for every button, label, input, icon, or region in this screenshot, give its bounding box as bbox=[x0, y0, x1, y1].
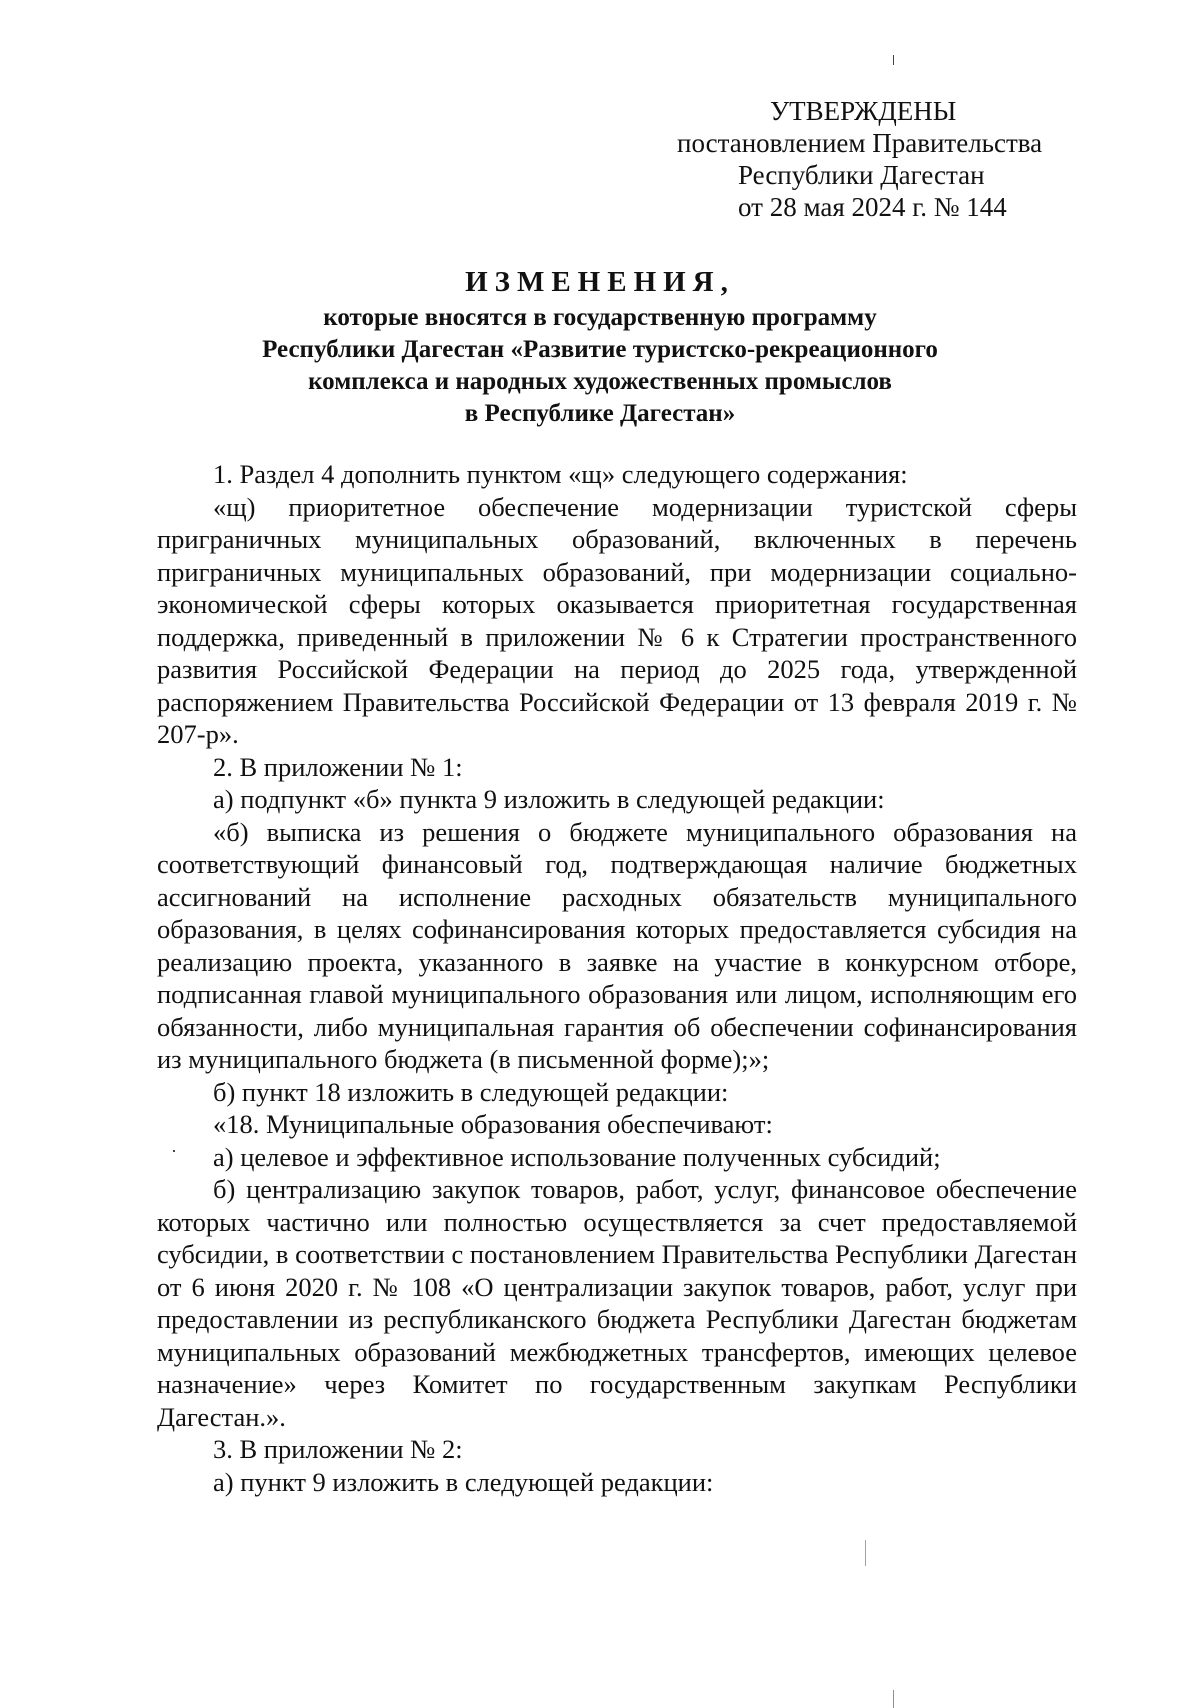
paragraph-item-18: «18. Муниципальные образования обеспечивают: bbox=[213, 1109, 773, 1139]
document-subtitle-line: Республики Дагестан «Развитие туристско-рекреационного bbox=[262, 336, 938, 363]
paragraph-item-3a: а) пункт 9 изложить в следующей редакции: bbox=[213, 1466, 714, 1497]
paragraph-item-1: 1. Раздел 4 дополнить пунктом «щ» следующего содержания: bbox=[213, 459, 908, 489]
paragraph-item-3: 3. В приложении № 2: bbox=[213, 1434, 463, 1464]
approval-title: УТВЕРЖДЕНЫ bbox=[770, 96, 957, 126]
paragraph-item-1-text: «щ) приоритетное обеспечение модернизации туристской сферы приграничных муниципальных образований, включенных в перечень приграничных муниципальных образований, при модернизации социально-экономической сферы которых оказывается приоритетная государственная поддержка, приведенный в приложении № 6 к Стратегии пространственного развития Российской Федерации на период до 2025 года, утвержденной распоряжением Правительства Российской Федерации от 13 февраля 2019 г. № 207-р». bbox=[157, 491, 1077, 749]
document-subtitle-line: которые вносятся в государственную программу bbox=[323, 304, 877, 331]
scan-artifact bbox=[893, 55, 894, 65]
approval-issuer-line: постановлением Правительства bbox=[677, 128, 1043, 158]
paragraph-item-2a: а) подпункт «б» пункта 9 изложить в следующей редакции: bbox=[213, 784, 885, 814]
paragraph-item-18b: б) централизацию закупок товаров, работ, услуг, финансовое обеспечение которых частично или полностью осуществляется за счет предоставляемой субсидии, в соответствии с постановлением Правительства Республики Дагестан от 6 июня 2020 г. № 108 «О централизации закупок товаров, работ, услуг при предоставлении из республиканского бюджета Республики Дагестан бюджетам муниципальных образований межбюджетных трансфертов, имеющих целевое назначение» через Комитет по государственным закупкам Республики Дагестан.». bbox=[157, 1174, 1077, 1432]
scan-artifact bbox=[865, 1540, 866, 1566]
paragraph-item-2b: б) пункт 18 изложить в следующей редакции: bbox=[213, 1076, 729, 1107]
scan-artifact bbox=[173, 1150, 175, 1152]
scan-artifact bbox=[893, 1690, 894, 1708]
approval-region-line: Республики Дагестан bbox=[738, 160, 985, 190]
document-title: ИЗМЕНЕНИЯ, bbox=[465, 266, 735, 298]
document-body bbox=[157, 458, 1077, 1498]
paragraph-item-2: 2. В приложении № 1: bbox=[213, 751, 463, 782]
approval-date-line: от 28 мая 2024 г. № 144 bbox=[738, 192, 1007, 222]
document-subtitle-line: в Республике Дагестан» bbox=[464, 400, 736, 427]
approval-stamp bbox=[660, 95, 1080, 223]
paragraph-item-18a: а) целевое и эффективное использование полученных субсидий; bbox=[213, 1141, 941, 1172]
paragraph-item-2a-text: «б) выписка из решения о бюджете муниципального образования на соответствующий финансовый год, подтверждающая наличие бюджетных ассигнований на исполнение расходных обязательств муниципального образования, в целях софинансирования которых предоставляется субсидия на реализацию проекта, указанного в заявке на участие в конкурсном отборе, подписанная главой муниципального образования или лицом, исполняющим его обязанности, либо муниципальная гарантия об обеспечении софинансирования из муниципального бюджета (в письменной форме);»; bbox=[157, 816, 1077, 1074]
document-heading bbox=[150, 262, 1050, 430]
document-subtitle-line: комплекса и народных художественных промыслов bbox=[308, 368, 892, 395]
